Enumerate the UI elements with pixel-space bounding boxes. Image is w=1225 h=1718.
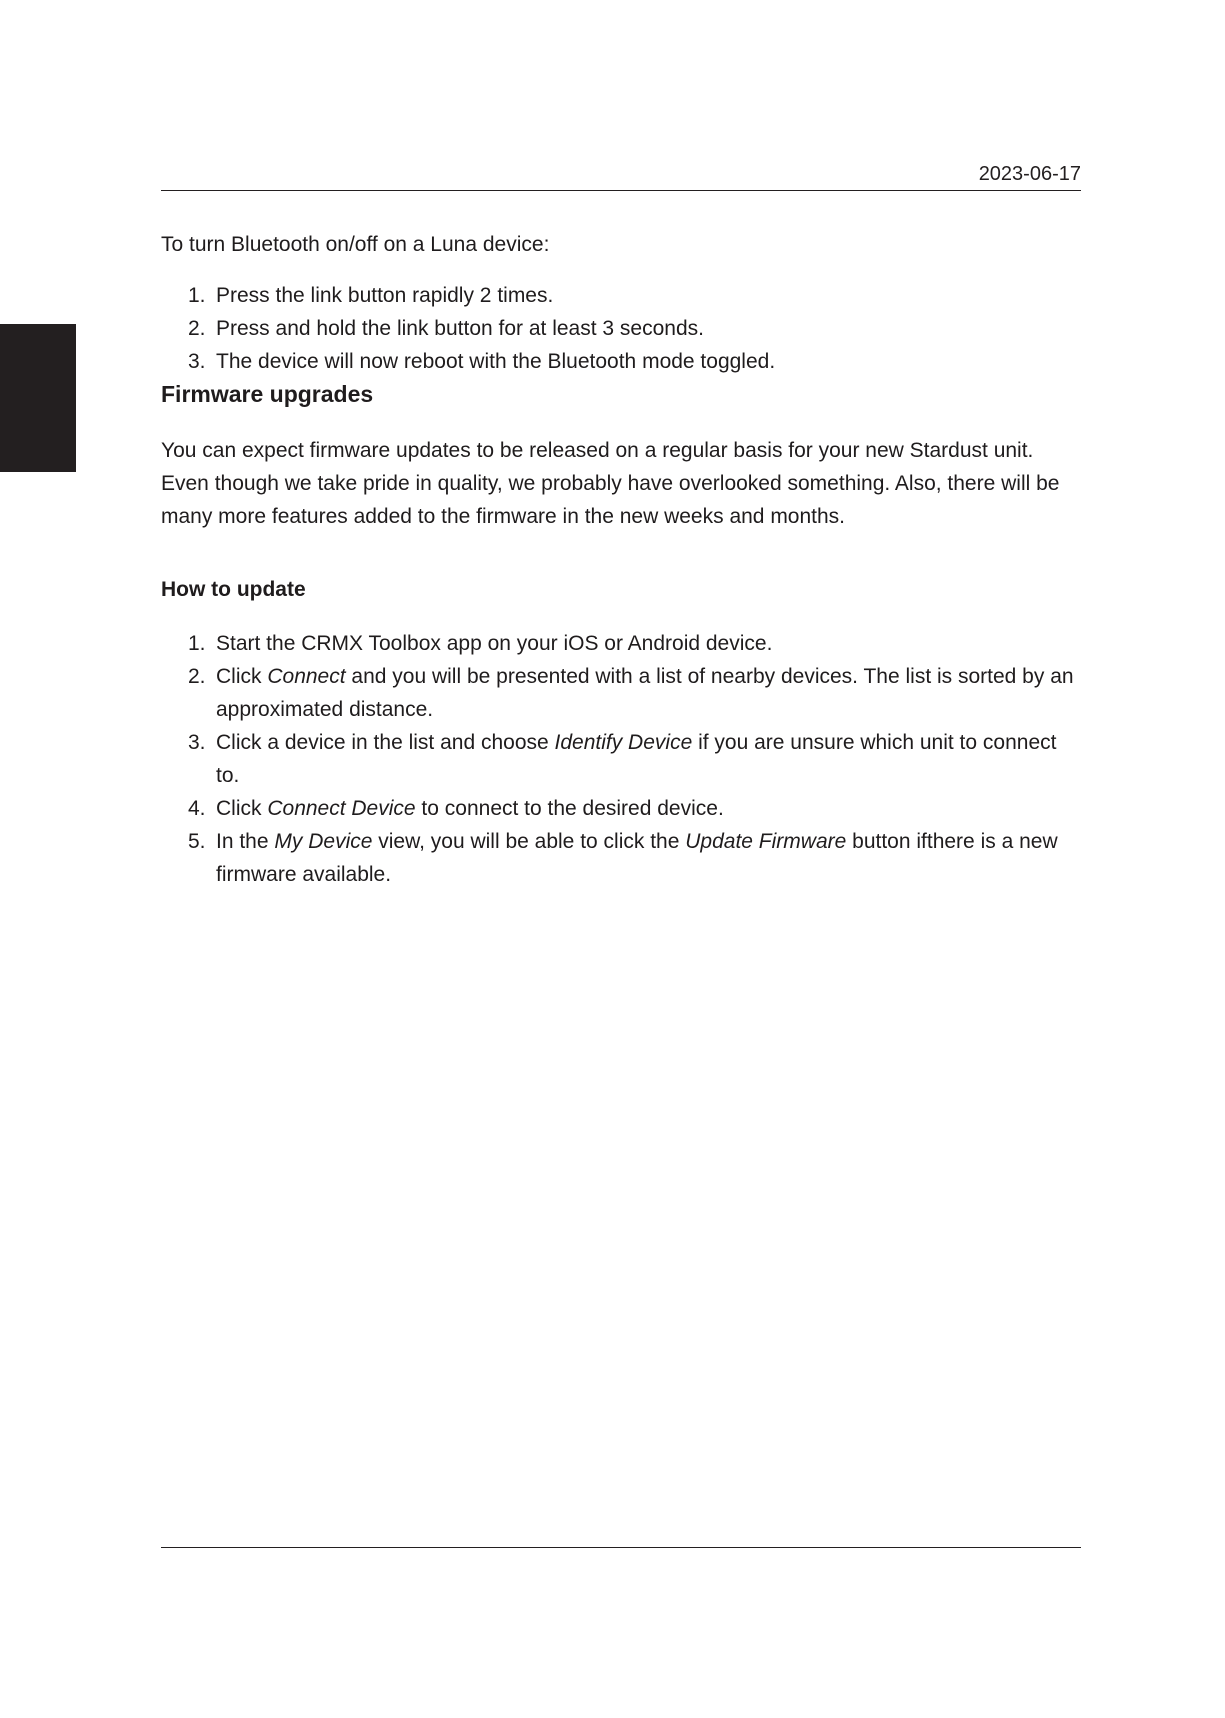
list-item-text: view, you will be able to click the (372, 830, 686, 853)
bluetooth-steps (161, 279, 1081, 378)
list-number: 4. (188, 797, 206, 820)
list-item-text: Press and hold the link button for at least 3 seconds. (216, 317, 704, 340)
list-item-text: and you will be presented with a list of nearby devices. The list is sorted by an approximated distance. (216, 665, 1074, 721)
bluetooth-intro: To turn Bluetooth on/off on a Luna device: (161, 233, 550, 256)
list-item-text: The device will now reboot with the Bluetooth mode toggled. (216, 350, 776, 373)
list-item-text: Click (216, 665, 268, 688)
page-content (161, 228, 1081, 891)
list-number: 5. (188, 830, 206, 853)
list-item (161, 312, 1081, 345)
footer-rule (161, 1547, 1081, 1548)
update-steps (161, 627, 1081, 891)
list-item-text: Click (216, 797, 268, 820)
list-item (161, 627, 1081, 660)
header-date: 2023-06-17 (978, 163, 1081, 185)
list-item (161, 660, 1081, 726)
list-item-text: button ifthere is a new firmware available. (216, 830, 1058, 886)
ui-term: Identify Device (554, 731, 693, 754)
list-number: 3. (188, 731, 206, 754)
list-item-text: if you are unsure which unit to connect to. (216, 731, 1057, 787)
list-item-text: to connect to the desired device. (415, 797, 724, 820)
list-item (161, 726, 1081, 792)
list-number: 3. (188, 350, 206, 373)
list-item-text: In the (216, 830, 275, 853)
list-number: 1. (188, 284, 206, 307)
chapter-side-tab (0, 324, 76, 472)
list-item-text: Click a device in the list and choose (216, 731, 555, 754)
list-item (161, 279, 1081, 312)
header-rule (161, 190, 1081, 191)
ui-term: Update Firmware (685, 830, 847, 853)
ui-term: Connect Device (267, 797, 416, 820)
list-item-text: Start the CRMX Toolbox app on your iOS or Android device. (216, 632, 773, 655)
ui-term: My Device (274, 830, 373, 853)
firmware-heading: Firmware upgrades (161, 381, 374, 407)
list-number: 2. (188, 665, 206, 688)
list-item (161, 345, 1081, 378)
firmware-paragraph: You can expect firmware updates to be released on a regular basis for your new Stardust unit. Even though we take pride in quality, we probably have overlooked something. Also, there will be many more features added to the firmware in the new weeks and months. (161, 439, 1060, 528)
list-number: 2. (188, 317, 206, 340)
list-item (161, 792, 1081, 825)
list-item-text: Press the link button rapidly 2 times. (216, 284, 554, 307)
list-number: 1. (188, 632, 206, 655)
ui-term: Connect (267, 665, 346, 688)
list-item (161, 825, 1081, 891)
how-to-update-heading: How to update (161, 578, 306, 601)
